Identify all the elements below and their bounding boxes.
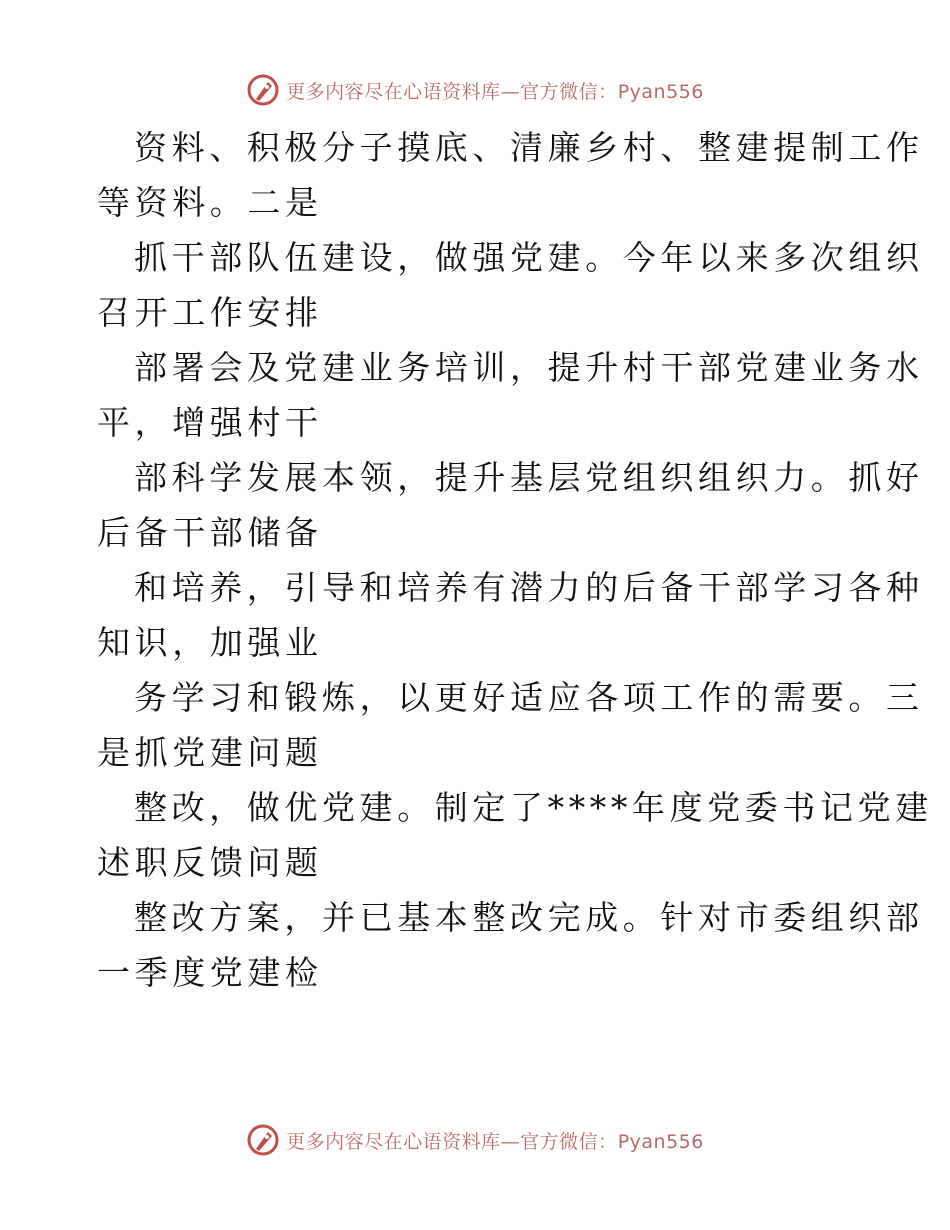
paragraph-4-line-2: 后备干部储备 [97,513,323,552]
pen-nib-logo-icon [246,1123,280,1157]
paragraph-6-line-1: 务学习和锻炼，以更好适应各项工作的需要。三 [134,678,924,717]
header-watermark [0,70,950,110]
paragraph-7-line-2: 述职反馈问题 [97,843,323,882]
paragraph-3-line-1: 部署会及党建业务培训，提升村干部党建业务水 [134,348,924,387]
paragraph-7-line-1: 整改，做优党建。制定了****年度党委书记党建 [134,788,933,827]
paragraph-4-line-1: 部科学发展本领，提升基层党组织组织力。抓好 [134,458,924,497]
paragraph-8-line-2: 一季度党建检 [97,953,323,992]
paragraph-5-line-1: 和培养，引导和培养有潜力的后备干部学习各种 [134,568,924,607]
paragraph-2-line-2: 召开工作安排 [97,293,323,332]
pen-nib-logo-icon [246,73,280,107]
watermark-suffix: 官方微信： [520,1130,618,1153]
paragraph-1-line-2: 等资料。二是 [97,183,323,222]
watermark-suffix: 官方微信： [520,80,618,103]
paragraph-1-line-1: 资料、积极分子摸底、清廉乡村、整建提制工作 [134,128,924,167]
paragraph-3-line-2: 平，增强村干 [97,403,323,442]
watermark-separator: — [500,1130,521,1153]
watermark-separator: — [500,80,521,103]
document-body [97,120,933,1000]
paragraph-6-line-2: 是抓党建问题 [97,733,323,772]
watermark-main-text: 更多内容尽在心语资料库 [286,1130,501,1153]
watermark-account: Pyan556 [617,1130,704,1153]
watermark-main-text: 更多内容尽在心语资料库 [286,80,501,103]
paragraph-5-line-2: 知识，加强业 [97,623,323,662]
paragraph-2-line-1: 抓干部队伍建设，做强党建。今年以来多次组织 [134,238,924,277]
paragraph-8-line-1: 整改方案，并已基本整改完成。针对市委组织部 [134,898,924,937]
watermark-account: Pyan556 [617,80,704,103]
footer-watermark [0,1120,950,1160]
